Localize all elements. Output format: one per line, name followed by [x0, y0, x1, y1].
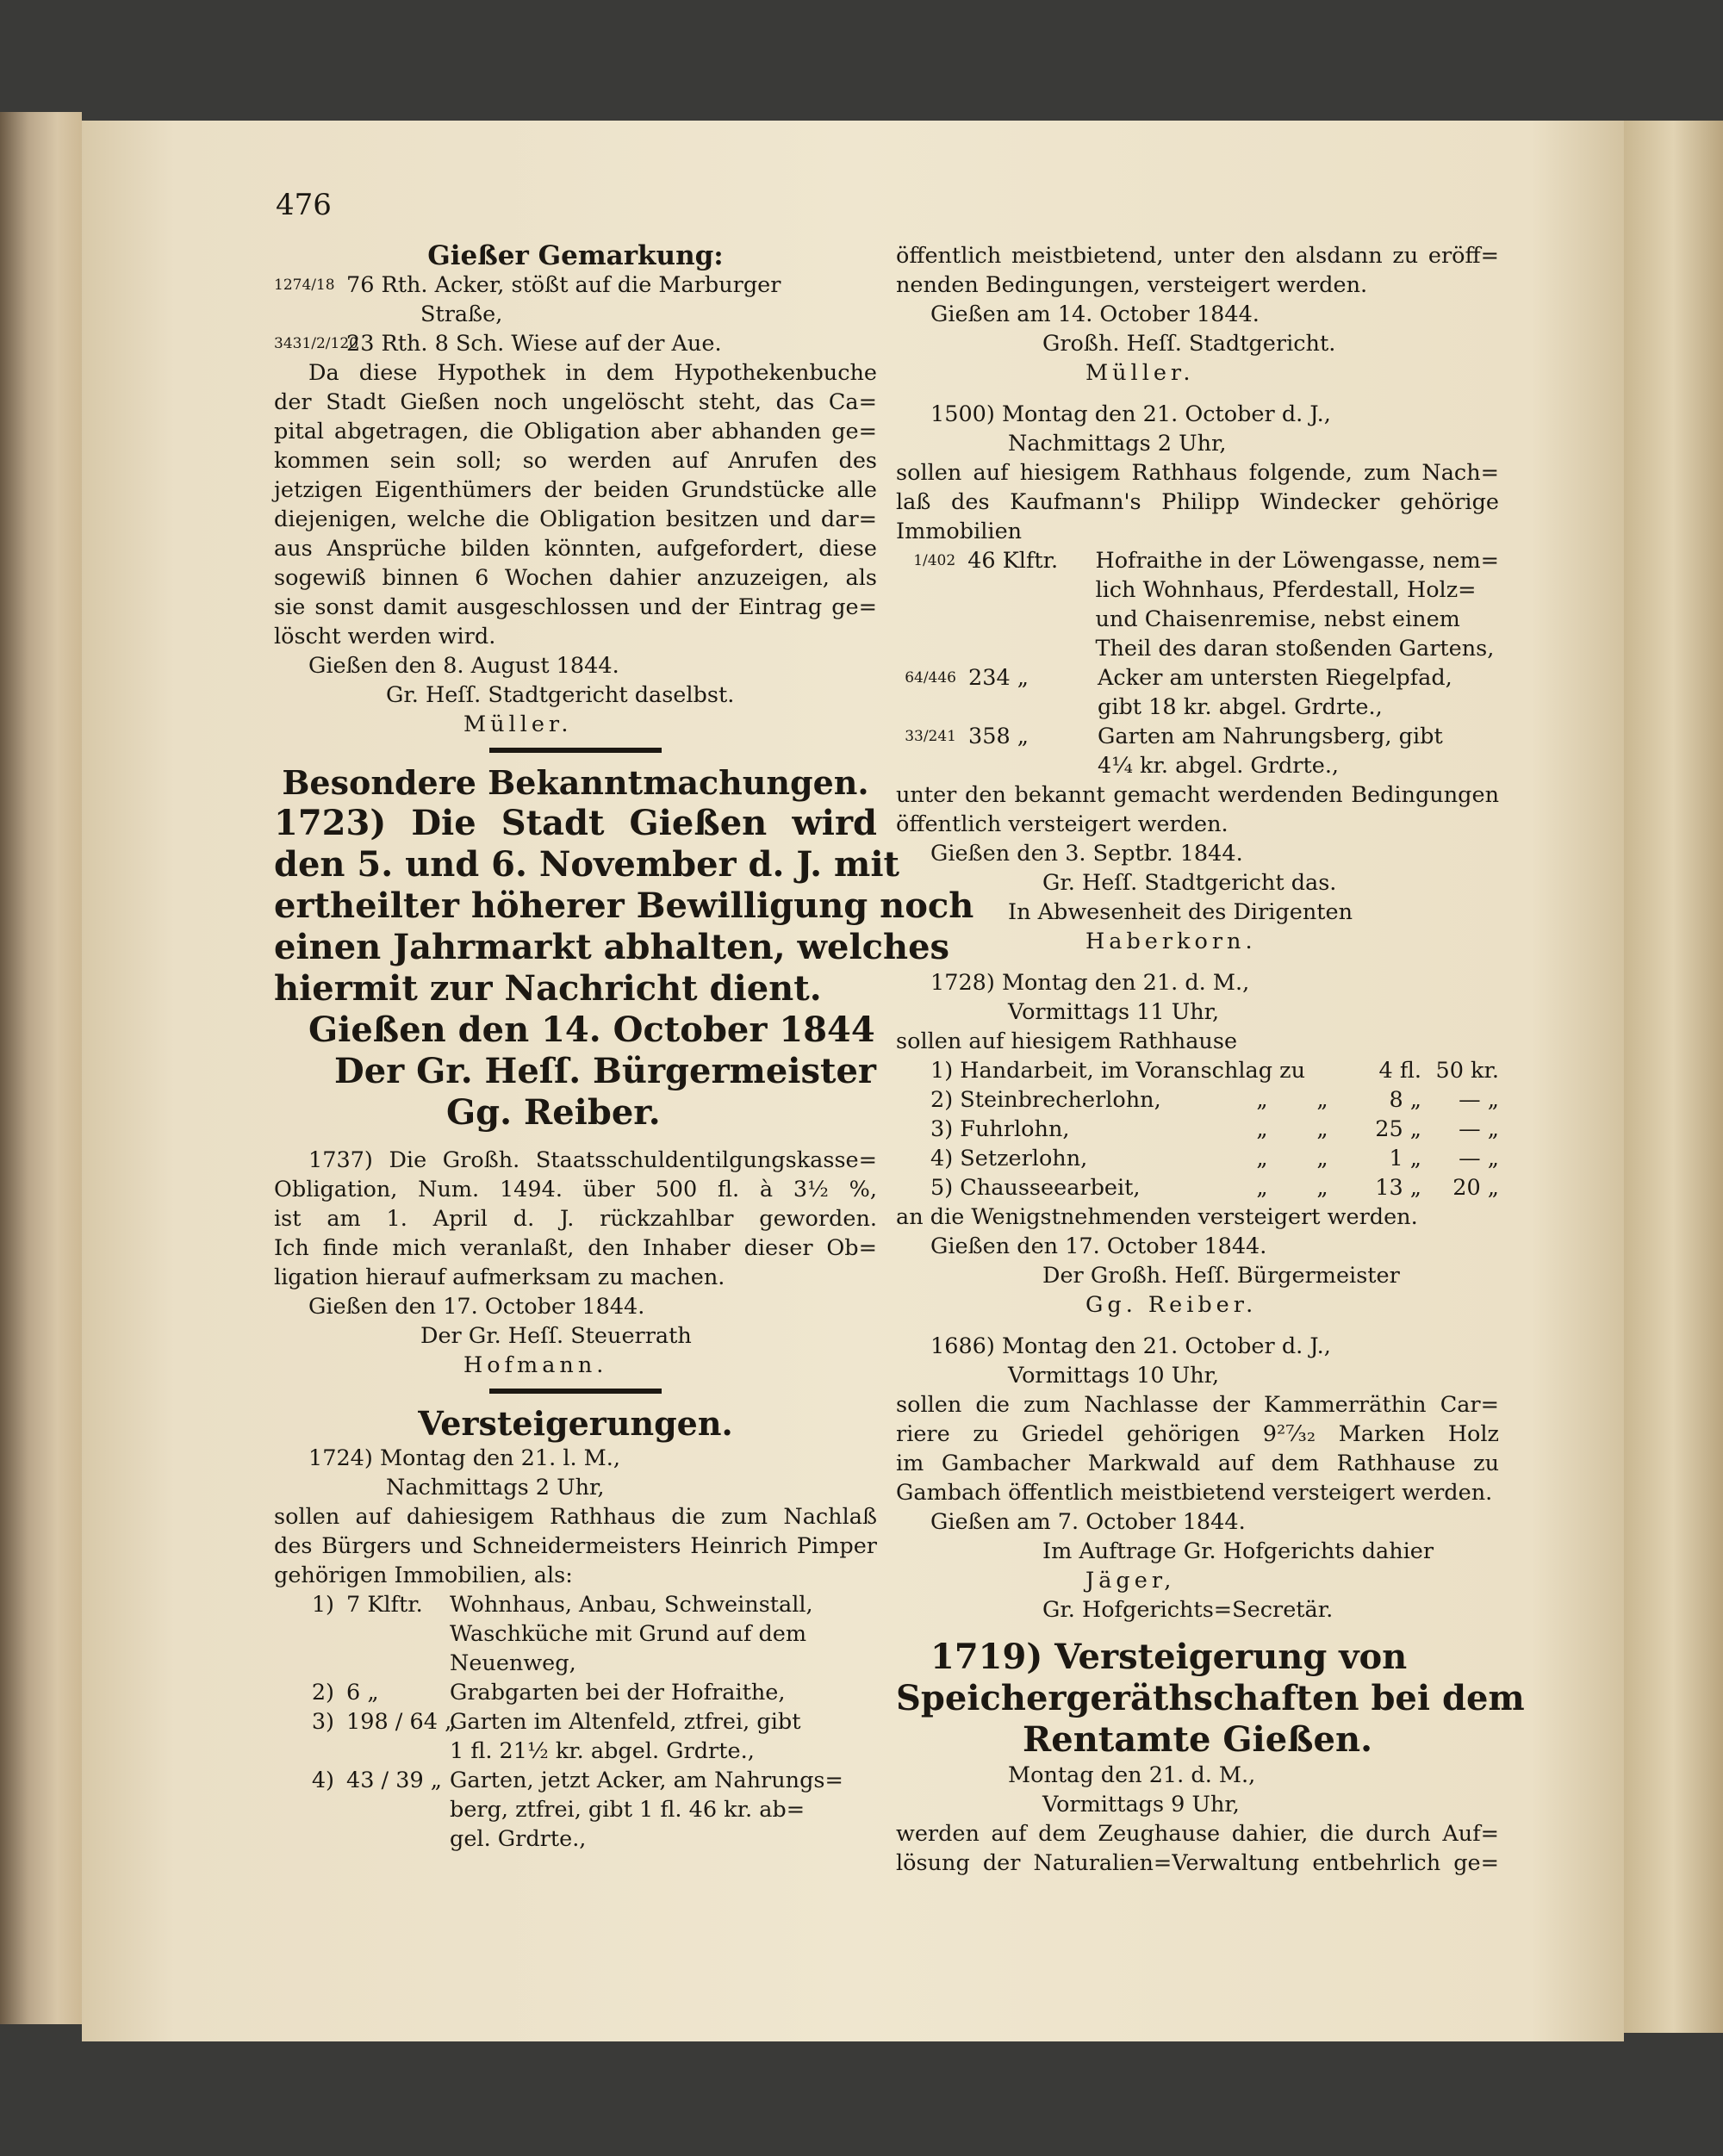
ditto-mark: „: [1256, 1146, 1268, 1171]
property-item: [896, 546, 1499, 663]
notice-head-line: Montag den 21. d. M.,: [1008, 1762, 1256, 1788]
property-item: [274, 1707, 877, 1766]
time-line: Nachmittags 2 Uhr,: [386, 1475, 605, 1501]
time-line: Nachmittags 2 Uhr,: [1008, 431, 1227, 457]
item-number: 2): [311, 1680, 334, 1706]
text-line: diejenigen, welche die Obligation besitzen und dar=: [274, 506, 877, 532]
text-line: 1723) Die Stadt Gießen wird: [274, 803, 877, 843]
text-line: werden auf dem Zeughause dahier, die durch Auf=: [896, 1821, 1499, 1847]
notice-heading: Rentamte Gießen.: [1023, 1719, 1372, 1760]
text-line: öffentlich meistbietend, unter den alsdann zu eröff=: [896, 243, 1499, 269]
item-description: Garten, jetzt Acker, am Nahrungs=: [450, 1768, 843, 1793]
text-line: Da diese Hypothek in dem Hypothekenbuche: [308, 360, 877, 386]
text-line: hiermit zur Nachricht dient.: [274, 968, 822, 1009]
text-line: kommen sein soll; so werden auf Anrufen des: [274, 448, 877, 474]
text-line: pital abgetragen, die Obligation aber abhanden ge=: [274, 419, 877, 444]
right-column: [896, 241, 1525, 1878]
court-line: Gr. Heſſ. Stadtgericht daselbst.: [386, 682, 735, 708]
item-description: Hofraithe in der Löwengasse, nem=: [1095, 548, 1499, 574]
time-line: Vormittags 11 Uhr,: [1008, 999, 1220, 1025]
parcel-entry: [274, 270, 877, 300]
ditto-mark: „: [1316, 1146, 1328, 1171]
parcel-ref: 3431/2/120: [274, 335, 358, 352]
price-fl: 25 „: [1375, 1116, 1421, 1142]
price-fl: 8 „: [1389, 1087, 1421, 1113]
signature: Müller.: [1085, 360, 1195, 386]
ditto-mark: „: [1256, 1175, 1268, 1201]
signature: Haberkorn.: [1085, 929, 1257, 954]
ditto-mark: „: [1316, 1175, 1328, 1201]
text-line: riere zu Griedel gehörigen 9²⁷⁄₃₂ Marken Holz: [896, 1421, 1499, 1447]
ditto-mark: „: [1316, 1116, 1328, 1142]
signature: Hofmann.: [463, 1352, 608, 1378]
text-line: ligation hierauf aufmerksam zu machen.: [274, 1264, 725, 1290]
item-number: 1): [311, 1592, 334, 1618]
text-line: sollen auf dahiesigem Rathhaus die zum Nachlaß: [274, 1504, 877, 1530]
parcel-entry: [274, 329, 877, 358]
text-line: ertheilter höherer Bewilligung noch: [274, 885, 974, 926]
price-fl: 4 fl.: [1378, 1058, 1421, 1084]
text-line: an die Wenigstnehmenden versteigert werden.: [896, 1204, 1418, 1230]
property-item: [896, 722, 1499, 780]
item-description: lich Wohnhaus, Pferdestall, Holz=: [1095, 577, 1477, 603]
hypothek-paragraph: [274, 358, 877, 651]
book-page-edges-left: [0, 112, 82, 2024]
court-line: Gr. Heſſ. Stadtgericht das.: [1042, 870, 1337, 896]
notice-1724: [274, 1444, 877, 1854]
section-rule: [489, 1389, 662, 1394]
notice-1728: [896, 968, 1499, 1320]
versteigerungen-heading: Versteigerungen.: [418, 1404, 733, 1443]
parcel-text-cont: Straße,: [420, 301, 503, 327]
item-description: gel. Grdrte.,: [450, 1826, 587, 1852]
notice-heading: Speichergeräthschaften bei dem: [896, 1678, 1525, 1718]
role-line: Gr. Hofgerichts=Secretär.: [1042, 1597, 1334, 1623]
property-item: [274, 1678, 877, 1707]
item-description: 4¼ kr. abgel. Grdrte.,: [1098, 753, 1340, 779]
item-description: Waschküche mit Grund auf dem: [450, 1621, 807, 1647]
signature: Gg. Reiber.: [446, 1092, 661, 1133]
item-size: 43 / 39 „: [346, 1768, 443, 1793]
price-kr: — „: [1459, 1087, 1499, 1113]
price-kr: 50 kr.: [1435, 1058, 1499, 1084]
book-page-edges-right: [1624, 121, 1723, 2033]
price-label: 4) Setzerlohn,: [930, 1146, 1088, 1171]
price-kr: 20 „: [1452, 1175, 1499, 1201]
price-label: 3) Fuhrlohn,: [930, 1116, 1070, 1142]
parcel-ref: 33/241: [905, 728, 956, 745]
court-line: Großh. Heſſ. Stadtgericht.: [1042, 331, 1336, 357]
text-line: Gambach öffentlich meistbietend versteigert werden.: [896, 1480, 1493, 1506]
text-line: Obligation, Num. 1494. über 500 fl. à 3½ %,: [274, 1177, 877, 1202]
ditto-mark: „: [1316, 1087, 1328, 1113]
gemarkung-heading: Gießer Gemarkung:: [427, 240, 724, 271]
item-description: Neuenweg,: [450, 1650, 576, 1676]
date-line: Gießen den 14. October 1844: [308, 1010, 875, 1050]
text-line: den 5. und 6. November d. J. mit: [274, 844, 900, 885]
text-line: sie sonst damit ausgeschlossen und der Eintrag ge=: [274, 594, 877, 620]
item-size: 198 / 64 „: [346, 1709, 457, 1735]
notice-heading: 1719) Versteigerung von: [930, 1637, 1408, 1677]
office-line: Der Großh. Heſſ. Bürgermeister: [1042, 1263, 1400, 1289]
item-description: Garten am Nahrungsberg, gibt: [1098, 724, 1443, 749]
price-kr: — „: [1459, 1146, 1499, 1171]
item-description: Wohnhaus, Anbau, Schweinstall,: [450, 1592, 813, 1618]
text-line: sollen auf hiesigem Rathhaus folgende, zum Nach=: [896, 460, 1499, 486]
item-description: Grabgarten bei der Hofraithe,: [450, 1680, 786, 1706]
signature: Müller.: [463, 711, 573, 737]
price-kr: — „: [1459, 1116, 1499, 1142]
date-line: Gießen den 3. Septbr. 1844.: [930, 841, 1243, 867]
date-line: Gießen den 17. October 1844.: [308, 1294, 645, 1320]
text-line: laß des Kaufmann's Philipp Windecker gehörige: [896, 489, 1499, 515]
item-description: Theil des daran stoßenden Gartens,: [1095, 636, 1495, 662]
item-size: 7 Klftr.: [346, 1592, 423, 1618]
text-line: des Bürgers und Schneidermeisters Heinrich Pimper: [274, 1533, 877, 1559]
item-size: 46 Klftr.: [967, 548, 1059, 574]
date-line: Gießen den 8. August 1844.: [308, 653, 619, 679]
parcel-text: 23 Rth. 8 Sch. Wiese auf der Aue.: [346, 331, 722, 357]
text-line: im Gambacher Markwald auf dem Rathhause zu: [896, 1451, 1499, 1476]
text-line: 1737) Die Großh. Staatsschuldentilgungskasse=: [308, 1147, 877, 1173]
price-fl: 13 „: [1375, 1175, 1421, 1201]
commission-line: Im Auftrage Gr. Hofgerichts dahier: [1042, 1538, 1434, 1564]
text-line: nenden Bedingungen, versteigert werden.: [896, 272, 1368, 298]
item-description: Garten im Altenfeld, ztfrei, gibt: [450, 1709, 801, 1735]
notice-1686: [896, 1332, 1499, 1625]
text-line: lösung der Naturalien=Verwaltung entbehrlich ge=: [896, 1850, 1499, 1876]
text-line: unter den bekannt gemacht werdenden Bedingungen: [896, 782, 1499, 808]
item-size: 6 „: [346, 1680, 379, 1706]
price-row: [896, 1144, 1499, 1173]
property-item: [896, 663, 1499, 722]
page-number: 476: [276, 188, 332, 222]
section-rule: [489, 748, 662, 753]
item-description: berg, ztfrei, gibt 1 fl. 46 kr. ab=: [450, 1797, 806, 1823]
price-fl: 1 „: [1389, 1146, 1421, 1171]
date-line: Gießen am 14. October 1844.: [930, 301, 1260, 327]
office-line: Der Gr. Heſſ. Bürgermeister: [334, 1051, 877, 1091]
item-size: 358 „: [968, 724, 1029, 749]
besondere-heading: Besondere Bekanntmachungen.: [282, 763, 869, 802]
parcel-text: 76 Rth. Acker, stößt auf die Marburger: [346, 272, 781, 298]
text-line: jetzigen Eigenthümers der beiden Grundstücke alle: [274, 477, 877, 503]
property-item: [274, 1766, 877, 1854]
time-line: Vormittags 9 Uhr,: [1042, 1792, 1240, 1817]
price-label: 1) Handarbeit, im Voranschlag zu: [930, 1058, 1306, 1084]
text-line: sollen die zum Nachlasse der Kammerräthin Car=: [896, 1392, 1499, 1418]
ditto-mark: „: [1256, 1116, 1268, 1142]
notice-1737: [274, 1146, 877, 1380]
notice-head-line: 1686) Montag den 21. October d. J.,: [930, 1333, 1331, 1359]
item-size: 234 „: [968, 665, 1029, 691]
time-line: Vormittags 10 Uhr,: [1008, 1363, 1220, 1389]
text-line: der Stadt Gießen noch ungelöscht steht, das Ca=: [274, 389, 877, 415]
item-number: 3): [311, 1709, 334, 1735]
text-line: sollen auf hiesigem Rathhause: [896, 1028, 1238, 1054]
office-line: Der Gr. Heſſ. Steuerrath: [420, 1323, 692, 1349]
text-line: ist am 1. April d. J. rückzahlbar geworden.: [274, 1206, 877, 1232]
parcel-ref: 1274/18: [274, 276, 335, 294]
notice-head-line: 1500) Montag den 21. October d. J.,: [930, 401, 1331, 427]
price-row: [896, 1085, 1499, 1115]
text-line: Ich finde mich veranlaßt, den Inhaber dieser Ob=: [274, 1235, 877, 1261]
property-item: [274, 1590, 877, 1678]
price-label: 2) Steinbrecherlohn,: [930, 1087, 1161, 1113]
text-line: öffentlich versteigert werden.: [896, 811, 1228, 837]
signature: Gg. Reiber.: [1085, 1292, 1258, 1318]
item-description: und Chaisenremise, nebst einem: [1095, 606, 1460, 632]
parcel-ref: 1/402: [913, 552, 956, 569]
notice-1500: [896, 400, 1499, 956]
parcel-ref: 64/446: [905, 669, 956, 687]
date-line: Gießen den 17. October 1844.: [930, 1233, 1267, 1259]
text-line: gehörigen Immobilien, als:: [274, 1563, 573, 1588]
notice-head-line: 1728) Montag den 21. d. M.,: [930, 970, 1250, 996]
signature: Jäger,: [1085, 1568, 1176, 1594]
date-line: Gießen am 7. October 1844.: [930, 1509, 1246, 1535]
text-line: aus Ansprüche bilden könnten, aufgefordert, diese: [274, 536, 877, 562]
text-line: Immobilien: [896, 519, 1023, 544]
notice-head-line: 1724) Montag den 21. l. M.,: [308, 1445, 621, 1471]
price-row: [896, 1115, 1499, 1144]
price-row: [896, 1173, 1499, 1202]
item-number: 4): [311, 1768, 334, 1793]
item-description: Acker am untersten Riegelpfad,: [1098, 665, 1452, 691]
item-description: 1 fl. 21½ kr. abgel. Grdrte.,: [450, 1738, 755, 1764]
text-line: sogewiß binnen 6 Wochen dahier anzuzeigen, als: [274, 565, 877, 591]
ditto-mark: „: [1256, 1087, 1268, 1113]
price-label: 5) Chausseearbeit,: [930, 1175, 1141, 1201]
notice-1723: [274, 803, 974, 1134]
absence-line: In Abwesenheit des Dirigenten: [1008, 899, 1353, 925]
item-description: gibt 18 kr. abgel. Grdrte.,: [1098, 694, 1383, 720]
notice-1719: [896, 1637, 1525, 1878]
text-line: einen Jahrmarkt abhalten, welches: [274, 927, 950, 967]
price-row: [896, 1056, 1499, 1085]
text-line: löscht werden wird.: [274, 624, 496, 649]
